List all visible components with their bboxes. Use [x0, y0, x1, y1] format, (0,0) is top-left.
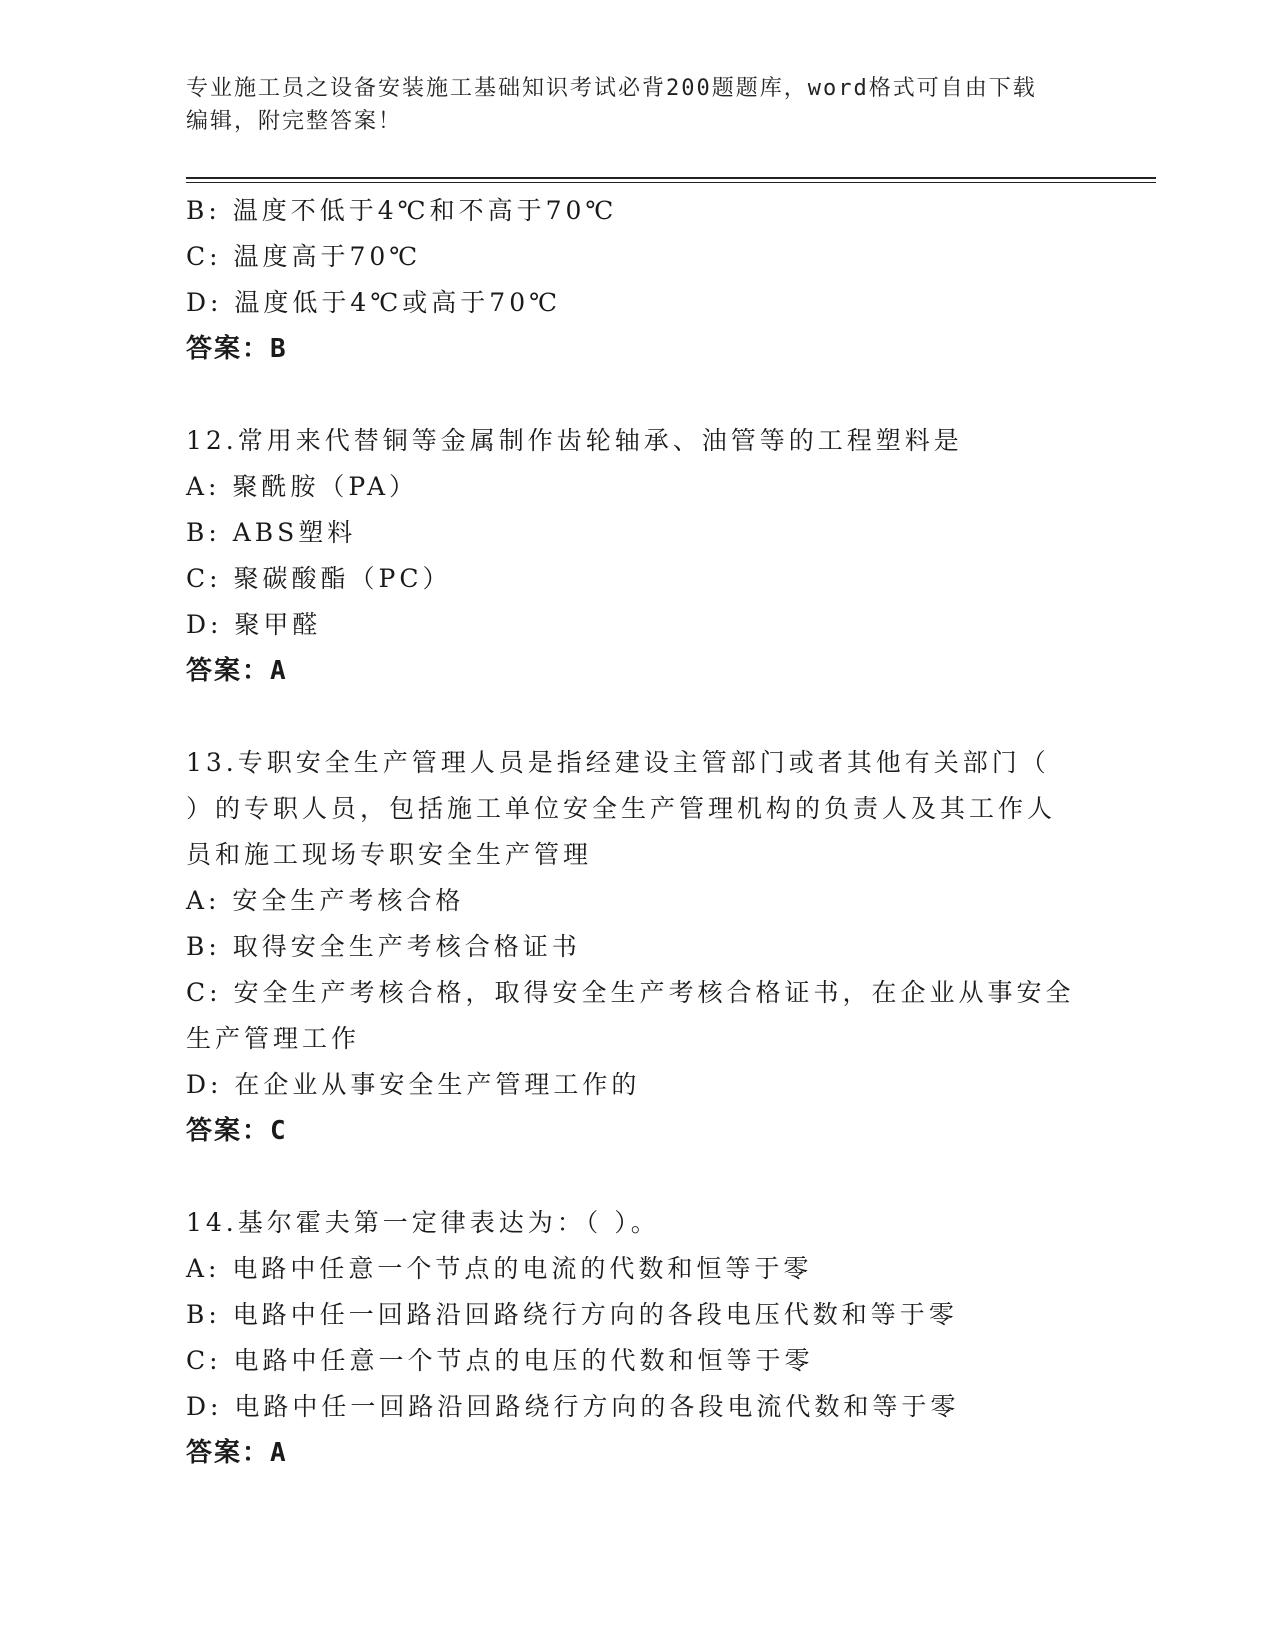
option-a: A: 安全生产考核合格 [186, 886, 465, 915]
question-text: 14.基尔霍夫第一定律表达为：（ ）。 [186, 1208, 660, 1237]
option-d: D: 电路中任一回路沿回路绕行方向的各段电流代数和等于零 [186, 1392, 960, 1421]
header-rule-thick [186, 177, 1156, 179]
option-c-line-1: C: 安全生产考核合格，取得安全生产考核合格证书，在企业从事安全 [186, 978, 1075, 1007]
answer: 答案：A [186, 1438, 288, 1468]
question-text: 12.常用来代替铜等金属制作齿轮轴承、油管等的工程塑料是 [186, 426, 963, 455]
spacer [186, 694, 1086, 740]
option-d: D: 在企业从事安全生产管理工作的 [186, 1070, 641, 1099]
question-list [186, 188, 1086, 1476]
header-line-2: 编辑，附完整答案！ [186, 109, 403, 134]
question-14 [186, 1200, 1086, 1476]
option-d: D: 聚甲醛 [186, 610, 322, 639]
option-b: B: 电路中任一回路沿回路绕行方向的各段电压代数和等于零 [186, 1300, 958, 1329]
option-d: D: 温度低于4℃或高于70℃ [186, 288, 562, 317]
answer: 答案：C [186, 1116, 288, 1146]
question-13 [186, 740, 1086, 1154]
option-b: B: 温度不低于4℃和不高于70℃ [186, 196, 618, 225]
document-header [186, 72, 1076, 138]
option-a: A: 聚酰胺（PA） [186, 472, 419, 501]
answer: 答案：A [186, 656, 288, 686]
question-text-line-3: 员和施工现场专职安全生产管理 [186, 840, 593, 869]
answer: 答案：B [186, 334, 288, 364]
spacer [186, 1154, 1086, 1200]
question-text-line-1: 13.专职安全生产管理人员是指经建设主管部门或者其他有关部门（ [186, 748, 1050, 777]
option-c: C: 温度高于70℃ [186, 242, 422, 271]
question-11 [186, 188, 1086, 372]
option-b: B: ABS塑料 [186, 518, 357, 547]
option-c-line-2: 生产管理工作 [186, 1024, 361, 1053]
option-c: C: 聚碳酸酯（PC） [186, 564, 452, 593]
question-text-line-2: ）的专职人员，包括施工单位安全生产管理机构的负责人及其工作人 [186, 794, 1057, 823]
header-rule-thin [186, 182, 1156, 183]
header-line-1: 专业施工员之设备安装施工基础知识考试必背200题题库，word格式可自由下载 [186, 76, 1037, 101]
option-a: A: 电路中任意一个节点的电流的代数和恒等于零 [186, 1254, 813, 1283]
option-b: B: 取得安全生产考核合格证书 [186, 932, 581, 961]
question-12 [186, 418, 1086, 694]
spacer [186, 372, 1086, 418]
option-c: C: 电路中任意一个节点的电压的代数和恒等于零 [186, 1346, 814, 1375]
